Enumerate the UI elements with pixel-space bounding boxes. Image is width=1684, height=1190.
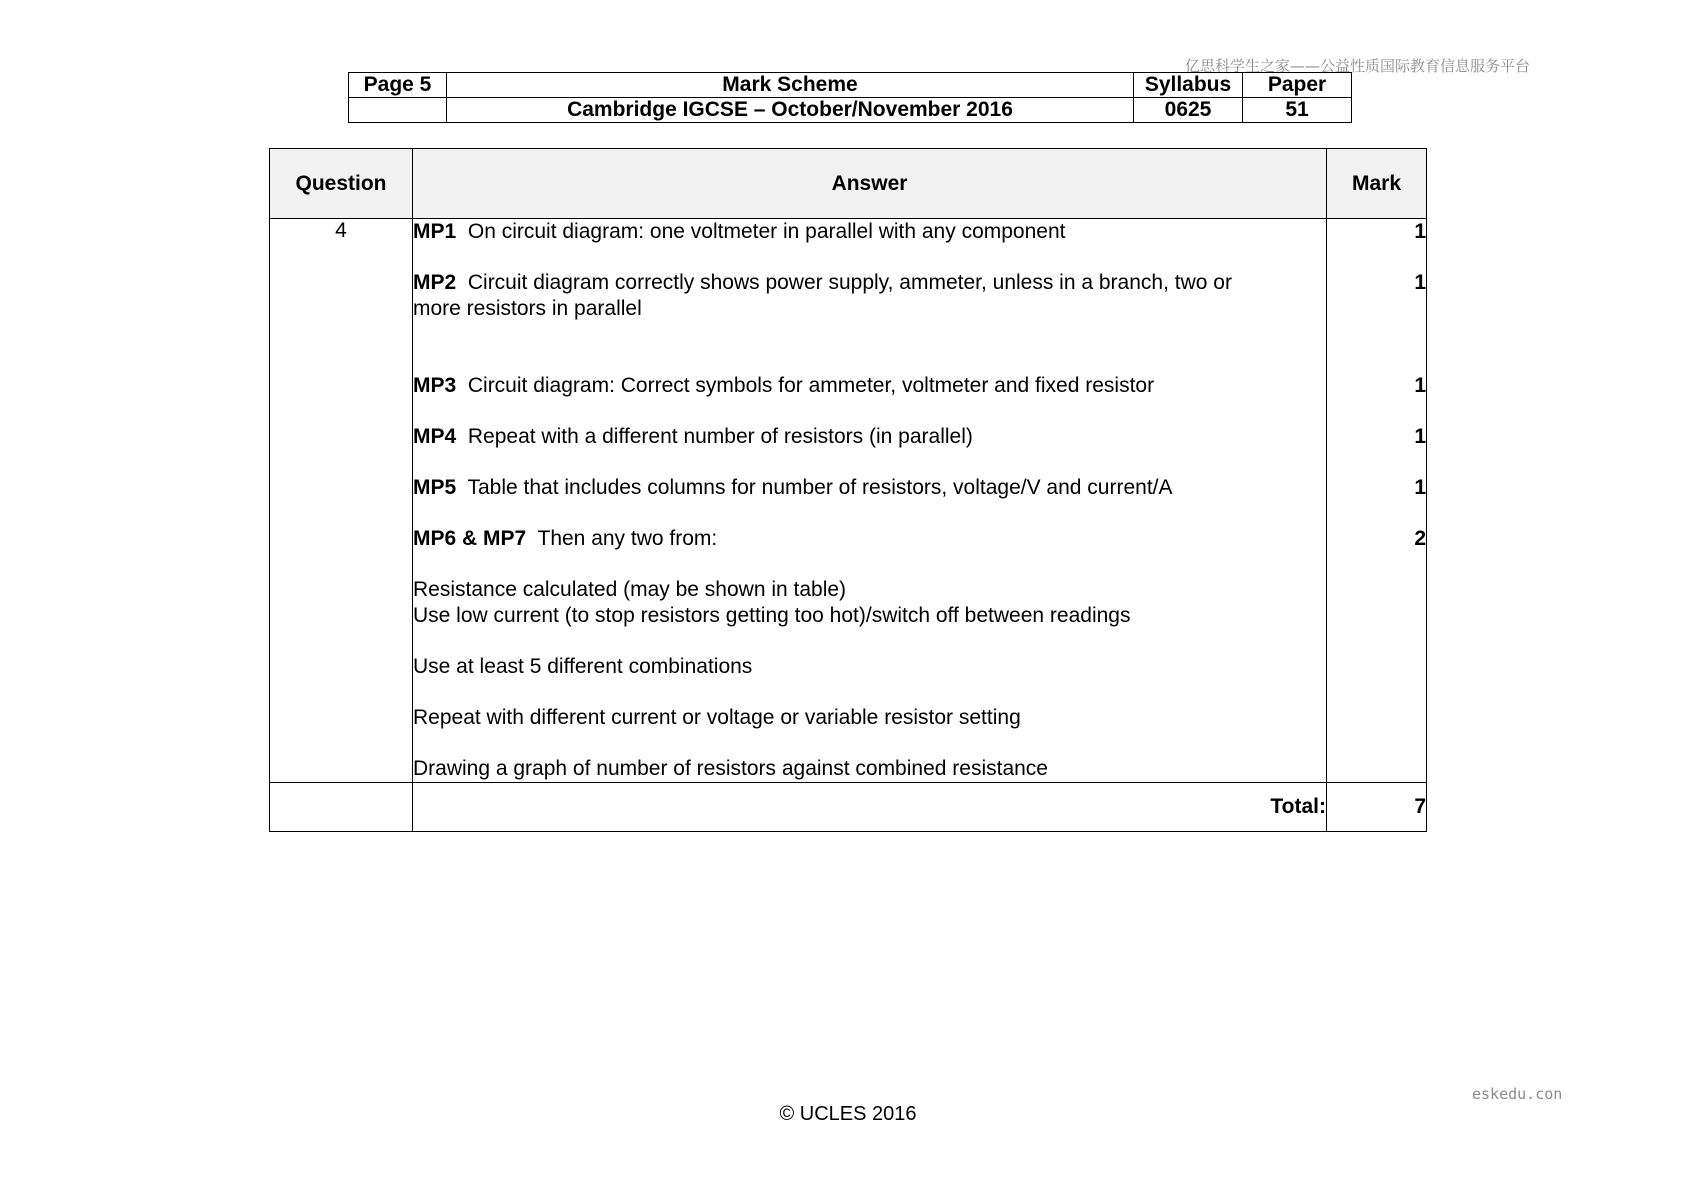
question-header: Question <box>270 149 413 219</box>
option-group <box>413 654 1326 680</box>
option-item: Use at least 5 different combinations <box>413 655 753 678</box>
syllabus-code: 0625 <box>1134 98 1243 123</box>
document-title: Mark Scheme <box>447 73 1134 98</box>
marking-point-text: Circuit diagram: Correct symbols for ammeter, voltmeter and fixed resistor <box>467 374 1155 397</box>
mark-scheme-table <box>269 148 1427 832</box>
paper-label: Paper <box>1243 73 1352 98</box>
answer-header: Answer <box>413 149 1327 219</box>
mark-value: 1 <box>1414 220 1426 243</box>
marking-point-5 <box>413 475 1326 501</box>
option-group <box>413 756 1326 782</box>
option-item: Repeat with different current or voltage or variable resistor setting <box>413 706 1021 729</box>
empty-cell <box>349 98 447 123</box>
mark-value: 2 <box>1414 527 1426 550</box>
total-value: 7 <box>1327 783 1427 832</box>
mark-header: Mark <box>1327 149 1427 219</box>
option-group <box>413 577 1326 629</box>
mark-value: 1 <box>1414 425 1426 448</box>
marking-point-label: MP1 <box>413 220 457 243</box>
marking-point-text: Table that includes columns for number of resistors, voltage/V and current/A <box>467 476 1173 499</box>
marking-point-label: MP5 <box>413 476 457 499</box>
question-number: 4 <box>270 219 413 783</box>
mark-value: 1 <box>1414 271 1426 294</box>
option-group <box>413 705 1326 731</box>
empty-cell <box>270 783 413 832</box>
marking-point-4 <box>413 424 1326 450</box>
mark-value: 1 <box>1414 476 1426 499</box>
marking-point-6-7 <box>413 526 1326 552</box>
marking-point-text-continued: more resistors in parallel <box>413 297 642 320</box>
option-item: Drawing a graph of number of resistors against combined resistance <box>413 757 1048 780</box>
marking-point-label: MP2 <box>413 271 457 294</box>
watermark-bottom-text: eskedu.con <box>1472 1085 1563 1103</box>
page-header-table <box>348 72 1352 123</box>
marking-point-label: MP6 & MP7 <box>413 527 527 550</box>
answer-cell <box>413 219 1327 783</box>
mark-cell <box>1327 219 1427 783</box>
marking-point-text: Circuit diagram correctly shows power supply, ammeter, unless in a branch, two or <box>467 271 1232 294</box>
total-label: Total: <box>413 783 1327 832</box>
marking-point-2 <box>413 270 1326 322</box>
syllabus-label: Syllabus <box>1134 73 1243 98</box>
option-item: Use low current (to stop resistors getting too hot)/switch off between readings <box>413 604 1131 627</box>
marking-point-1 <box>413 219 1326 245</box>
exam-session: Cambridge IGCSE – October/November 2016 <box>447 98 1134 123</box>
marking-point-label: MP4 <box>413 425 457 448</box>
total-row <box>270 783 1427 832</box>
marking-point-label: MP3 <box>413 374 457 397</box>
option-item: Resistance calculated (may be shown in table) <box>413 578 847 601</box>
marking-point-3 <box>413 373 1326 399</box>
page-number: Page 5 <box>349 73 447 98</box>
marking-point-text: Then any two from: <box>537 527 718 550</box>
copyright-footer: © UCLES 2016 <box>779 1103 917 1125</box>
marking-point-text: Repeat with a different number of resistors (in parallel) <box>467 425 973 448</box>
watermark-top-text: 亿思科学生之家——公益性质国际教育信息服务平台 <box>1185 57 1531 75</box>
marking-point-text: On circuit diagram: one voltmeter in parallel with any component <box>467 220 1066 243</box>
table-row <box>270 219 1427 783</box>
mark-value: 1 <box>1414 374 1426 397</box>
paper-number: 51 <box>1243 98 1352 123</box>
